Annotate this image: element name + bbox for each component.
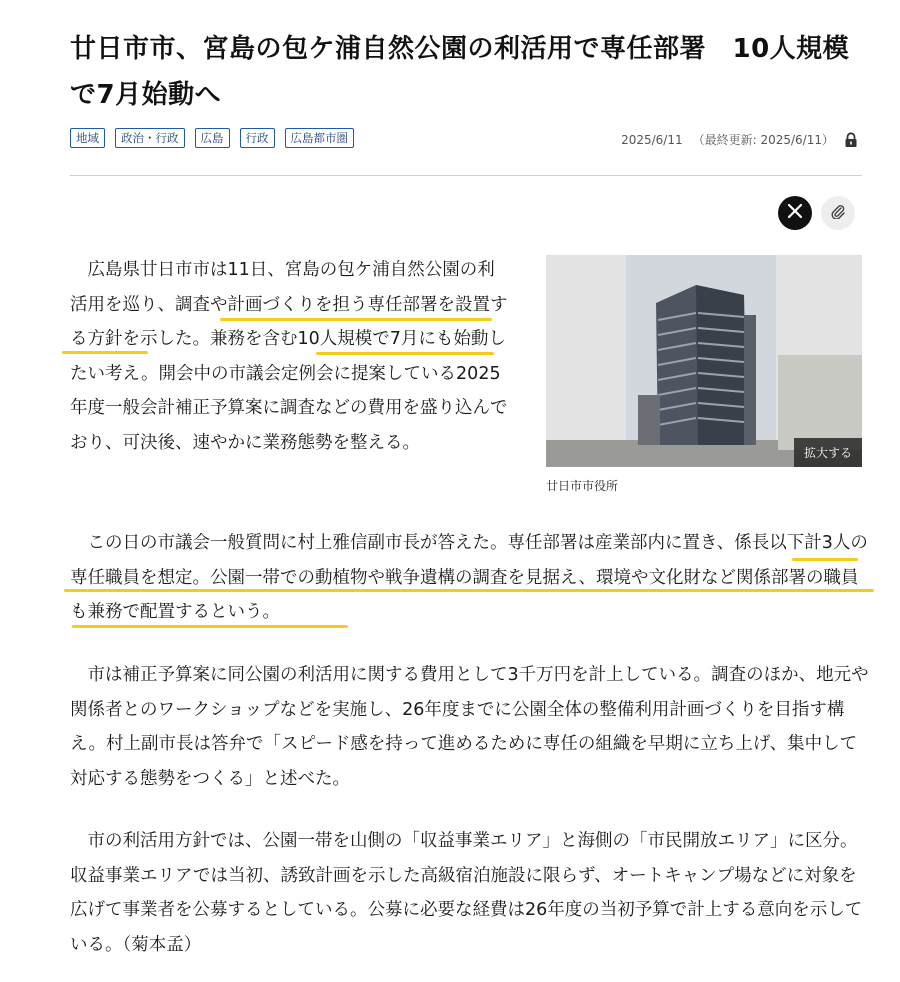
expand-photo-button[interactable]: 拡大する [794, 438, 862, 467]
x-logo-icon [787, 203, 803, 223]
highlight-underline [316, 352, 494, 355]
paragraph-2: この日の市議会一般質問に村上雅信副市長が答えた。専任部署は産業部内に置き、係長以下計3人の専任職員を想定。公園一帯での動植物や戦争遺構の調査を見据え、環境や文化財など関係部署の職員も兼務で配置するという。 [70, 533, 868, 622]
highlight-underline [72, 625, 348, 628]
lock-icon [844, 132, 858, 148]
tag-hiroshima[interactable]: 広島 [195, 128, 230, 148]
article-title: 廿日市市、宮島の包ケ浦自然公園の利活用で専任部署 10人規模で7月始動へ [70, 34, 850, 110]
copy-link-button[interactable] [821, 196, 855, 230]
tag-chiiki[interactable]: 地域 [70, 128, 105, 148]
share-x-button[interactable] [778, 196, 812, 230]
tag-hiroshima-toshiken[interactable]: 広島都市圏 [285, 128, 355, 148]
updated-date: （最終更新: 2025/6/11） [692, 133, 834, 147]
highlight-underline [792, 558, 858, 561]
publish-date: 2025/6/11 [621, 132, 683, 147]
highlight-underline [62, 351, 148, 354]
article-photo[interactable] [546, 255, 862, 467]
tag-seiji-gyosei[interactable]: 政治・行政 [115, 128, 185, 148]
paragraph-4: 市の利活用方針では、公園一帯を山側の「収益事業エリア」と海側の「市民開放エリア」に区分。収益事業エリアでは当初、誘致計画を示した高級宿泊施設に限らず、オートキャンプ場などに対象を広げて事業者を公募するとしている。公募に必要な経費は26年度の当初予算で計上する意向を示している。（菊本孟） [70, 831, 863, 955]
paragraph-1: 広島県廿日市市は11日、宮島の包ケ浦自然公園の利活用を巡り、調査や計画づくりを担う専任部署を設置する方針を示した。兼務を含む10人規模で7月にも始動したい考え。開会中の市議会定例会に提案している2025年度一般会計補正予算案に調査などの費用を盛り込んでおり、可決後、速やかに業務態勢を整える。 [70, 260, 508, 453]
paragraph-3: 市は補正予算案に同公園の利活用に関する費用として3千万円を計上している。調査のほか、地元や関係者とのワークショップなどを実施し、26年度までに公園全体の整備利用計画づくりを目指す構え。村上副市長は答弁で「スピード感を持って進めるために専任の組織を早期に立ち上げ、集中して対応する態勢をつくる」と述べた。 [70, 665, 869, 789]
divider [70, 175, 862, 176]
highlight-underline [220, 318, 492, 321]
photo-caption: 廿日市市役所 [546, 479, 619, 493]
tag-list [70, 128, 354, 148]
city-hall-photo [546, 255, 862, 467]
article-meta [621, 131, 858, 148]
paperclip-icon [830, 203, 846, 223]
tag-gyosei[interactable]: 行政 [240, 128, 275, 148]
highlight-underline [64, 589, 874, 592]
